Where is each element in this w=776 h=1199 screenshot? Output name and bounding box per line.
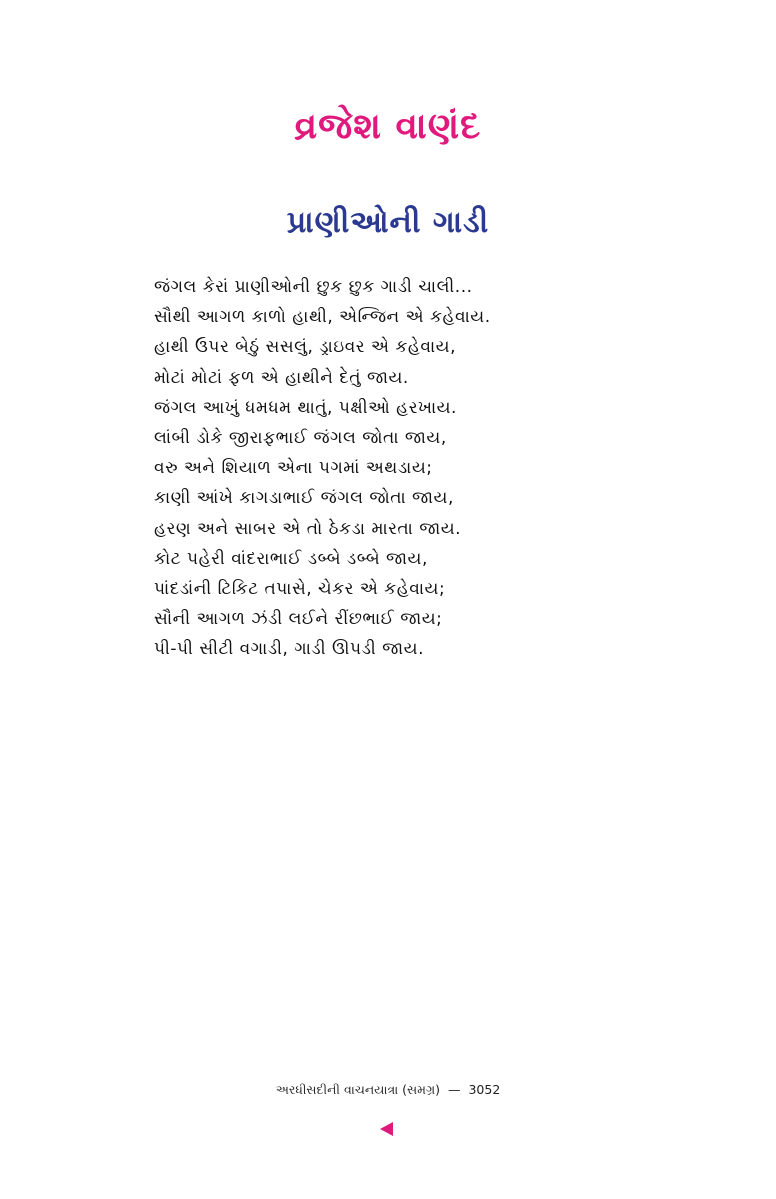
poem-line: જંગલ કેરાં પ્રાણીઓની છુક છુક ગાડી ચાલી... [154, 277, 473, 297]
poem-line: હરણ અને સાબર એ તો ઠેકડા મારતા જાય. [154, 518, 462, 539]
footer-separator: — [447, 1082, 461, 1097]
poem-line: હાથી ઉપર બેઠું સસલું, ડ્રાઇવર એ કહેવાય, [154, 337, 457, 358]
triangle-left-icon[interactable] [380, 1122, 393, 1136]
page-footer [0, 1080, 776, 1100]
poem-line: સૌની આગળ ઝંડી લઈને રીંછભાઈ જાય; [154, 609, 443, 630]
poem-title: પ્રાણીઓની ગાડી [286, 205, 490, 240]
poem-line: સૌથી આગળ કાળો હાથી, એન્જિન એ કહેવાય. [154, 307, 491, 328]
poem-line: પાંદડાંની ટિકિટ તપાસે, ચેકર એ કહેવાય; [154, 579, 446, 600]
poem-body [154, 272, 674, 665]
author-name: વ્રજેશ વાણંદ [294, 106, 482, 147]
poem-line: લાંબી ડોકે જીરાફભાઈ જંગલ જોતા જાય, [154, 428, 447, 449]
poem-line: કોટ પહેરી વાંદરાભાઈ ડબ્બે ડબ્બે જાય, [154, 548, 428, 569]
poem-line: મોટાં મોટાં ફળ એ હાથીને દેતું જાય. [154, 367, 409, 388]
poem-line: કાણી આંખે કાગડાભાઈ જંગલ જોતા જાય, [154, 488, 454, 509]
poem-line: જંગલ આખું ધમધમ થાતું, પક્ષીઓ હરખાય. [154, 397, 457, 418]
poem-line: પી-પી સીટી વગાડી, ગાડી ઊપડી જાય. [154, 639, 425, 660]
book-title: અરધીસદીની વાચનયાત્રા (સમગ્ર) [275, 1082, 440, 1097]
page-number: 3052 [468, 1082, 501, 1097]
poem-line: વરુ અને શિયાળ એના પગમાં અથડાય; [154, 458, 433, 479]
